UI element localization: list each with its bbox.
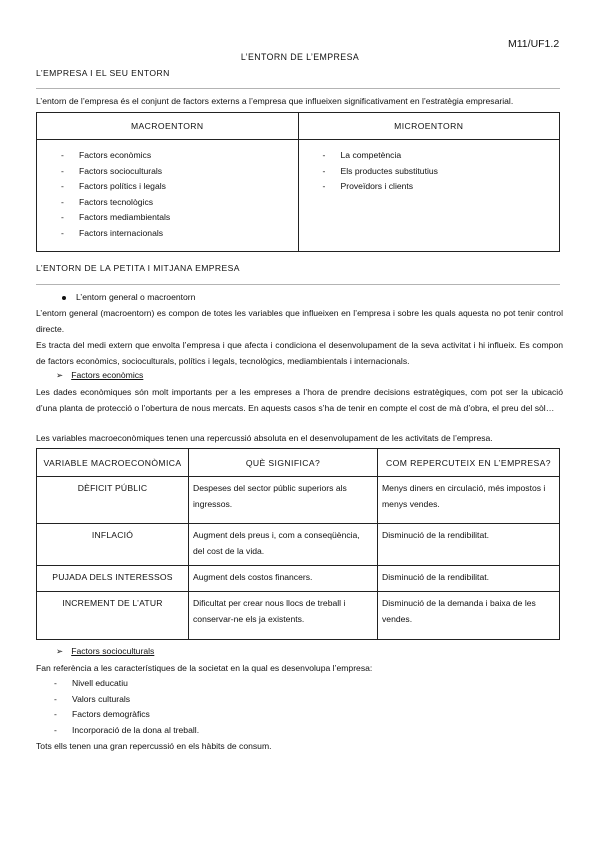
table-cell: Menys diners en circulació, més impostos i menys vendes.	[378, 477, 560, 524]
macroentorn-list	[37, 148, 298, 242]
table-cell: DÈFICIT PÚBLIC	[37, 477, 189, 524]
bullet-macroentorn	[62, 292, 195, 302]
microentorn-cell	[298, 140, 560, 252]
section-heading-empresa-entorn: L’EMPRESA I EL SEU ENTORN	[36, 68, 170, 78]
entorn-table	[36, 112, 560, 252]
table-row	[37, 592, 560, 640]
list-item: - Proveïdors i clients	[299, 179, 560, 195]
arrow-bullet-icon: ➢	[56, 370, 64, 380]
list-item: - Factors internacionals	[37, 226, 298, 242]
table-cell: INCREMENT DE L’ATUR	[37, 592, 189, 640]
table-cell: INFLACIÓ	[37, 524, 189, 566]
table-header: QUÈ SIGNIFICA?	[189, 449, 378, 477]
table-header: VARIABLE MACROECONÒMICA	[37, 449, 189, 477]
paragraph-macroentorn-definition: L’entorn general (macroentorn) es compon de totes les variables que influeixen en l’empresa i sobre les quals aquesta no pot tenir control directe.	[36, 308, 563, 334]
bullet-label: L’entorn general o macroentorn	[76, 292, 196, 302]
subheading-factors-economics	[56, 370, 143, 381]
table-cell: Augment dels preus i, com a conseqüència, del cost de la vida.	[189, 524, 378, 566]
list-item: - Factors econòmics	[37, 148, 298, 164]
list-item: - Valors culturals	[36, 692, 199, 708]
subheading-factors-socioculturals	[56, 646, 154, 657]
table-cell: Despeses del sector públic superiors als ingressos.	[189, 477, 378, 524]
paragraph-medi-extern: Es tracta del medi extern que envolta l’empresa i que afecta i condiciona el desenvolupament de la seva activitat i hi influeix. Es compon de factors econòmics, socioculturals, polítics i legals, tecnològics, mediambientals i internacionals.	[36, 340, 563, 366]
macroentorn-header: MACROENTORN	[37, 113, 299, 140]
document-title: L’ENTORN DE L’EMPRESA	[240, 52, 360, 62]
table-cell: Disminució de la rendibilitat.	[378, 524, 560, 566]
subheading-label: Factors econòmics	[71, 370, 144, 380]
section-heading-pime: L’ENTORN DE LA PETITA I MITJANA EMPRESA	[36, 263, 240, 273]
table-row	[37, 566, 560, 592]
list-item: - Els productes substitutius	[299, 164, 560, 180]
list-item: - Factors demogràfics	[36, 707, 199, 723]
arrow-bullet-icon: ➢	[56, 646, 64, 656]
table-cell: Dificultat per crear nous llocs de treball i conservar-ne els ja existents.	[189, 592, 378, 640]
bullet-dot-icon	[62, 296, 66, 300]
socioculturals-list-container	[36, 676, 199, 738]
macroentorn-cell	[37, 140, 299, 252]
list-item: - Factors mediambientals	[37, 210, 298, 226]
macroeconomic-variables-table	[36, 448, 560, 640]
list-item: - Factors polítics i legals	[37, 179, 298, 195]
paragraph-habits-consum: Tots ells tenen una gran repercussió en els hàbits de consum.	[36, 741, 272, 751]
table-cell: Disminució de la demanda i baixa de les vendes.	[378, 592, 560, 640]
list-item: - Factors tecnològics	[37, 195, 298, 211]
paragraph-variables-macro: Les variables macroeconòmiques tenen una repercussió absoluta en el desenvolupament de les activitats de l’empresa.	[36, 433, 493, 443]
table-cell: PUJADA DELS INTERESSOS	[37, 566, 189, 592]
section-divider	[36, 284, 560, 285]
table-cell: Augment dels costos financers.	[189, 566, 378, 592]
table-row	[37, 477, 560, 524]
paragraph-socioculturals: Fan referència a les característiques de la societat en la qual es desenvolupa l’empresa:	[36, 663, 373, 673]
module-code: M11/UF1.2	[508, 38, 560, 50]
socioculturals-list	[36, 676, 199, 738]
table-header: COM REPERCUTEIX EN L’EMPRESA?	[378, 449, 560, 477]
microentorn-header: MICROENTORN	[298, 113, 560, 140]
section-divider	[36, 88, 560, 89]
table-row	[37, 524, 560, 566]
microentorn-list	[299, 148, 560, 195]
list-item: - Factors socioculturals	[37, 164, 298, 180]
intro-paragraph: L’entorn de l’empresa és el conjunt de factors externs a l’empresa que influeixen significativament en l’estratègia empresarial.	[36, 96, 514, 106]
list-item: - La competència	[299, 148, 560, 164]
subheading-label: Factors socioculturals	[71, 646, 155, 656]
list-item: - Nivell educatiu	[36, 676, 199, 692]
list-item: - Incorporació de la dona al treball.	[36, 723, 199, 739]
paragraph-dades-economiques: Les dades econòmiques són molt importants per a les empreses a l’hora de prendre decisions estratègiques, com pot ser la ubicació d’una planta de protecció o l’obertura de nous mercats. En aquests casos s’ha de tenir en compte el cost de mà d’obra, el preu del sòl…	[36, 387, 563, 413]
table-cell: Disminució de la rendibilitat.	[378, 566, 560, 592]
